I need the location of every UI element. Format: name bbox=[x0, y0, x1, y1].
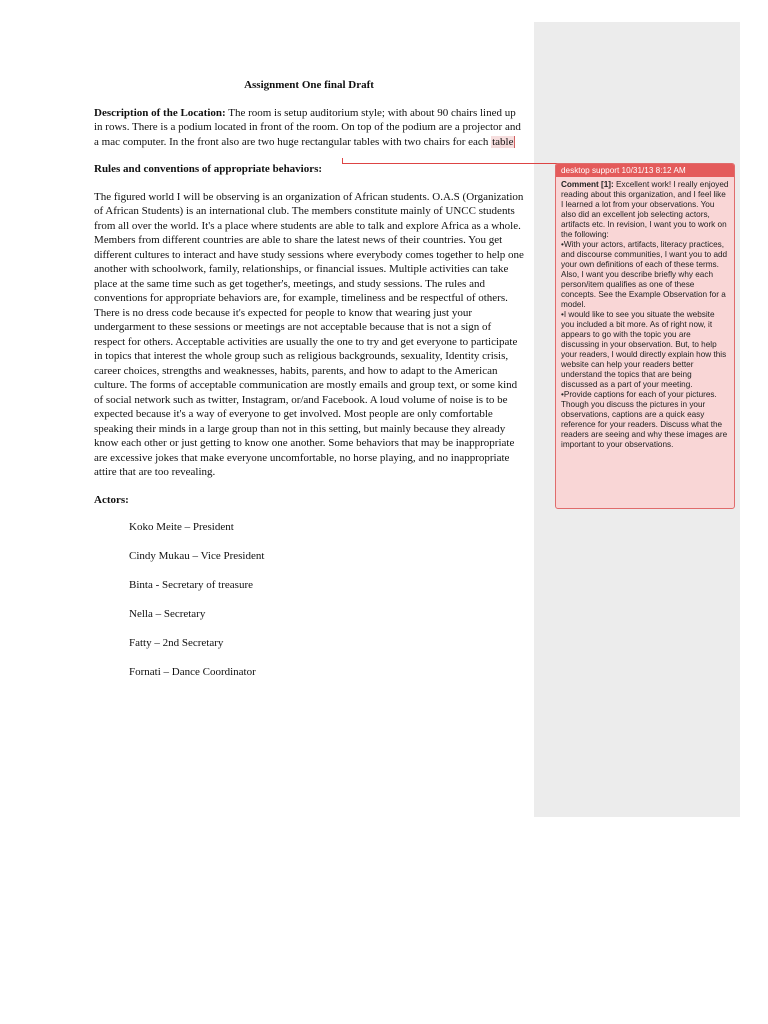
rules-paragraph: The figured world I will be observing is an organization of African students. O.A.S (Organization of African Students) is an international club. The members constitute mainly of UNCC students from all over the world. It's a place where students are able to talk and explore Africa as a whole. Members from different countries are able to share the latest news of their countries. You get different cultures to interact and have study sessions where everybody comes together to help one another with schoolwork, family, relationships, or financial issues. Multiple activities can take place at the same time such as get together's, meetings, and study sessions. The rules and conventions for appropriate behaviors are, for example, timeliness and be respectful of others. There is no dress code because it's expected for people to know that wearing just your undergarment to these sessions or meetings are not acceptable because that is not a sign of respect for others. Acceptable activities are usually the one to try and get everyone to participate in topics that interest the whole group such as religious backgrounds, sexuality, Identity crisis, career choices, strengths and weaknesses, habits, parents, and how to adapt to the American culture. The forms of acceptable communication are mostly emails and group text, or some kind of social network such as twitter, Instagram, or/and Facebook. A loud volume of noise is to be expected because it's a way of everyone to get involved. Most people are only comfortable speaking their minds in a large group than not in this setting, but mainly because they already know each other or just getting to know one another. Some behaviors that may be inappropriate are excessive jokes that make everyone uncomfortable, no horse playing, and no inappropriate attire that are too revealing. bbox=[94, 190, 524, 478]
actor-item: Cindy Mukau – Vice President bbox=[129, 550, 265, 562]
comment-bullet: •I would like to see you situate the website you included a bit more. As of right now, it appears to go with the topic you are discussing in your observation. But, to help your readers, I would directly explain how this website can help your readers better understand the topics that are being discussed as a part of your meeting. bbox=[561, 310, 727, 389]
actor-item: Nella – Secretary bbox=[129, 608, 206, 620]
rules-heading: Rules and conventions of appropriate behaviors: bbox=[94, 163, 323, 175]
document-title: Assignment One final Draft bbox=[244, 79, 374, 91]
actor-item: Koko Meite – President bbox=[129, 521, 234, 533]
comment-anchor[interactable]: table bbox=[492, 135, 514, 148]
comment-lead: Comment [1]: bbox=[561, 180, 614, 189]
location-label: Description of the Location: bbox=[94, 106, 226, 119]
actors-heading: Actors: bbox=[94, 493, 129, 506]
comment-connector-line bbox=[342, 163, 559, 170]
location-paragraph bbox=[94, 106, 524, 150]
document-body bbox=[94, 78, 524, 694]
actor-item: Fatty – 2nd Secretary bbox=[129, 637, 224, 649]
comment-intro bbox=[561, 180, 729, 240]
comment-header: desktop support 10/31/13 8:12 AM bbox=[556, 164, 734, 177]
comment-intro-text: Excellent work! I really enjoyed reading about this organization, and I feel like I learned a lot from your observations. You also did an excellent job selecting actors, artifacts etc. In revision, I want you to work on the following: bbox=[561, 180, 729, 239]
location-text: The room is setup auditorium style; with about 90 chairs lined up in rows. There is a podium located in front of the room. On top of the podium are a projector and a mac computer. In the front also are two huge rectangular tables with two chairs for each bbox=[94, 106, 521, 148]
comment-body bbox=[556, 177, 734, 450]
actors-list bbox=[94, 520, 524, 680]
comment-balloon[interactable] bbox=[555, 163, 735, 509]
comment-bullet: •With your actors, artifacts, literacy practices, and discourse communities, I want you to add your own definitions of each of these terms. Also, I want you describe briefly why each person/item qualifies as one of these concepts. See the Example Observation for a model. bbox=[561, 240, 728, 309]
actor-item: Binta - Secretary of treasure bbox=[129, 579, 253, 591]
comment-bullet: •Provide captions for each of your pictures. Though you discuss the pictures in your observations, captions are a quick easy reference for your readers. Discuss what the readers are seeing and why these images are important to your observations. bbox=[561, 390, 728, 449]
actor-item: Fornati – Dance Coordinator bbox=[129, 666, 256, 678]
